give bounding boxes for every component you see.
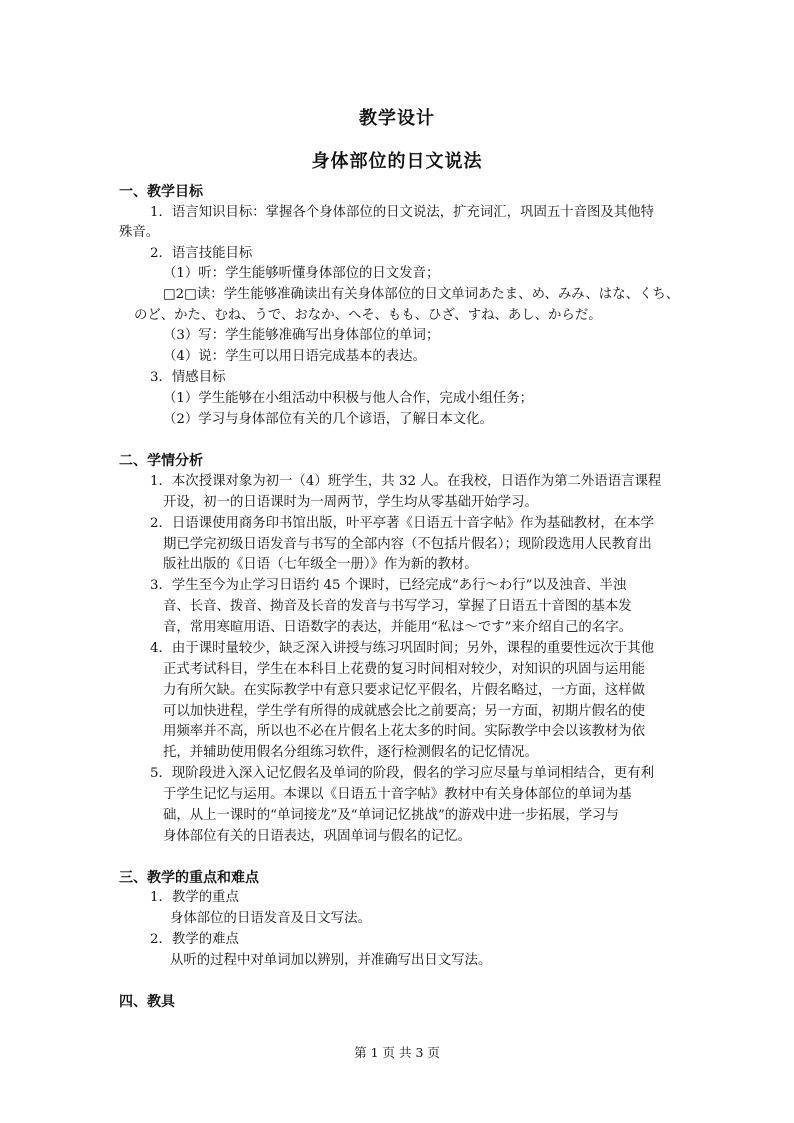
text-line: 音、长音、拨音、拗音及长音的发音与书写学习，掌握了日语五十音图的基本发	[163, 599, 632, 614]
list-item: 3．情感目标	[150, 370, 226, 385]
text-line: （1）听：学生能够听懂身体部位的日文发音；	[163, 266, 440, 281]
text-line: 于学生记忆与运用。本课以《日语五十音字帖》教材中有关身体部位的单词为基	[163, 787, 632, 802]
text-line: 正式考试科目，学生在本科目上花费的复习时间相对较少，对知识的巩固与运用能	[163, 662, 646, 677]
document-subtitle: 身体部位的日文说法	[311, 151, 483, 172]
section-heading-key-points: 三、教学的重点和难点	[119, 870, 259, 886]
text-line: 1．本次授课对象为初一（4）班学生，共 32 人。在我校，日语作为第二外语语言课程	[150, 474, 662, 489]
text-line: 音，常用寒暄用语、日语数字的表达，并能用“私は～です”来介绍自己的名字。	[163, 620, 632, 635]
text-line: 身体部位的日语发音及日文写法。	[170, 911, 371, 926]
text-line: 期已学完初级日语发音与书写的全部内容（不包括片假名）；现阶段选用人民教育出	[163, 537, 652, 552]
text-line: （1）学生能够在小组活动中积极与他人合作，完成小组任务；	[163, 391, 534, 406]
document-title: 教学设计	[359, 108, 435, 129]
text-line: 2．日语课使用商务印书馆出版，叶平亭著《日语五十音字帖》作为基础教材，在本学	[150, 516, 654, 531]
text-line: 可以加快进程，学生学有所得的成就感会比之前要高；另一方面，初期片假名的使	[163, 704, 646, 719]
text-line: （4）说：学生可以用日语完成基本的表达。	[163, 349, 426, 364]
text-line: 1．语言知识目标：掌握各个身体部位的日文说法，扩充词汇，巩固五十音图及其他特	[150, 205, 654, 220]
text-line: 托，并辅助使用假名分组练习软件，逐行检测假名的记忆情况。	[163, 745, 538, 760]
text-line: 3．学生至今为止学习日语约 45 个课时，已经完成“あ行～わ行”以及浊音、半浊	[150, 578, 627, 593]
text-line: □2□读：学生能够准确读出有关身体部位的日文单词あたま、め、みみ、はな、くち、	[163, 287, 680, 302]
text-line: （3）写：学生能够准确写出身体部位的单词；	[163, 328, 440, 343]
list-item: 1．教学的重点	[150, 890, 239, 905]
text-line: 从听的过程中对单词加以辨别，并准确写出日文写法。	[170, 953, 492, 968]
section-heading-teaching-aids: 四、教具	[119, 994, 175, 1010]
text-line: 用频率并不高，所以也不必在片假名上花太多的时间。实际教学中会以该教材为依	[163, 724, 646, 739]
section-heading-objectives: 一、教学目标	[119, 184, 203, 200]
text-line: 开设，初一的日语课时为一周两节，学生均从零基础开始学习。	[163, 495, 538, 510]
page-footer: 第 1 页 共 3 页	[354, 1045, 440, 1060]
text-line: 础，从上一课时的“单词接龙”及“单词记忆挑战”的游戏中进一步拓展，学习与	[163, 808, 619, 823]
section-heading-analysis: 二、学情分析	[119, 453, 203, 469]
list-item: 2．教学的难点	[150, 932, 239, 947]
text-line: 5．现阶段进入深入记忆假名及单词的阶段，假名的学习应尽量与单词相结合，更有利	[150, 766, 654, 781]
list-item: 2．语言技能目标	[150, 246, 253, 261]
text-line: 殊音。	[119, 225, 160, 240]
text-line: 版社出版的《日语（七年级全一册）》作为新的教材。	[163, 557, 478, 572]
text-line: 身体部位有关的日语表达，巩固单词与假名的记忆。	[163, 829, 471, 844]
text-line: のど、かた、むね、うで、おなか、へそ、もも、ひざ、すね、あし、からだ。	[134, 308, 602, 323]
text-line: （2）学习与身体部位有关的几个谚语，了解日本文化。	[163, 412, 493, 427]
text-line: 力有所欠缺。在实际教学中有意只要求记忆平假名，片假名略过，一方面，这样做	[163, 683, 646, 698]
text-line: 4．由于课时量较少，缺乏深入讲授与练习巩固时间；另外，课程的重要性远次于其他	[150, 641, 654, 656]
